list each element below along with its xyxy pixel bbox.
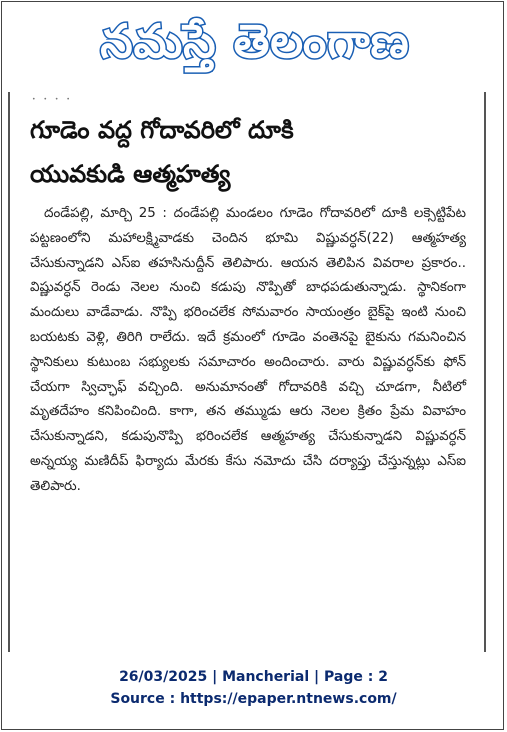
article-body: దండేపల్లి, మార్చి 25 : దండేపల్లి మండలం గూడెం గోదావరిలో దూకి లక్సెట్టిపేట పట్టణంలోని మహాలక్ష్మివాడకు చెందిన భూమి విష్ణువర్ధన్(22) ఆత్మహత్య చేసుకున్నాడని ఎస్‌ఐ తహసినుద్దీన్ తెలిపారు. ఆయన తెలిపిన వివరాల ప్రకారం.. విష్ణువర్ధన్ రెండు నెలల నుంచి కడుపు నొప్పితో బాధపడుతున్నాడు. స్థానికంగా మందులు వాడేవాడు. నొప్పి భరించలేక సోమవారం సాయంత్రం బైక్‌పై ఇంటి నుంచి బయటకు వెళ్లి, తిరిగి రాలేదు. ఇదే క్రమంలో గూడెం వంతెనపై బైకును గమనించిన స్థానికులు కుటుంబ సభ్యులకు సమాచారం అందించారు. వారు విష్ణువర్ధన్‌కు ఫోన్ చేయగా స్విచ్ఛాఫ్ వచ్చింది. అనుమానంతో గోదావరికి వచ్చి చూడగా, నీటిలో మృతదేహం కనిపించింది. కాగా, తన తమ్ముడు ఆరు నెలల క్రితం ప్రేమ వివాహం చేసుకున్నాడని, కడుపునొప్పి భరించలేక ఆత్మహత్య చేసుకున్నాడని విష్ణువర్ధన్ అన్నయ్య మణిదీప్ ఫిర్యాదు మేరకు కేసు నమోదు చేసి దర్యాప్తు చేస్తున్నట్లు ఎస్‌ఐ తెలిపారు. (30, 206, 466, 494)
news-article (8, 92, 486, 652)
decorative-dots: • • • • (32, 96, 73, 103)
newspaper-masthead (40, 8, 470, 78)
masthead-title: నమస్తే తెలంగాణ (100, 14, 410, 68)
source-footer (0, 666, 507, 710)
headline-line-2: యువకుడి ఆత్మహత్య (30, 160, 231, 188)
headline-line-1: గూడెం వద్ద గోదావరిలో దూకి (30, 116, 294, 144)
article-headline (30, 108, 470, 196)
footer-date-edition: 26/03/2025 | Mancherial | Page : 2 (119, 669, 388, 685)
footer-source: Source : https://epaper.ntnews.com/ (110, 691, 397, 707)
